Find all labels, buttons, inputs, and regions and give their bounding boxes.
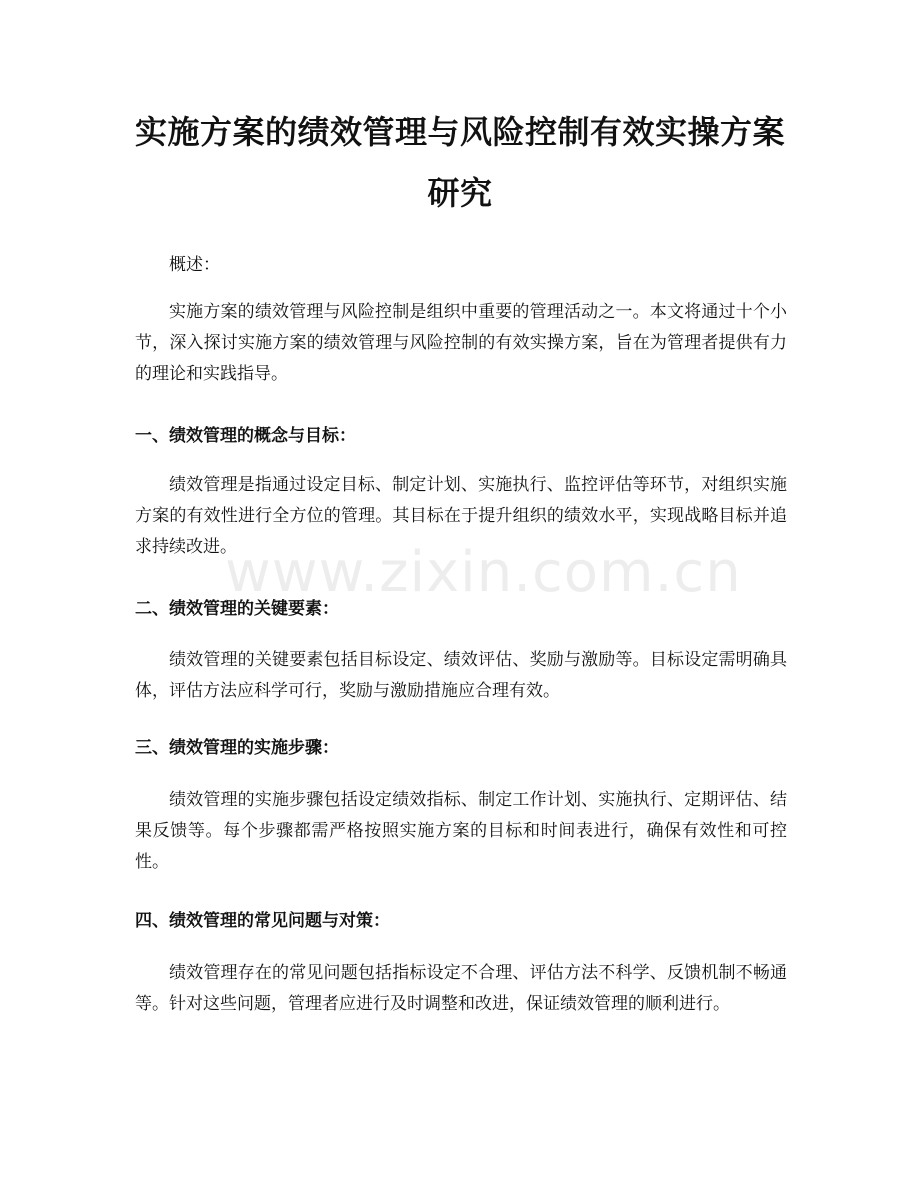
section-1-paragraph: 绩效管理是指通过设定目标、制定计划、实施执行、监控评估等环节，对组织实施方案的有效性进行全方位的管理。其目标在于提升组织的绩效水平，实现战略目标并追求持续改进。	[135, 475, 787, 557]
section-3-paragraph: 绩效管理的实施步骤包括设定绩效指标、制定工作计划、实施执行、定期评估、结果反馈等。每个步骤都需严格按照实施方案的目标和时间表进行，确保有效性和可控性。	[135, 790, 787, 872]
document-title: 实施方案的绩效管理与风险控制有效实操方案研究	[134, 113, 785, 212]
overview-paragraph: 实施方案的绩效管理与风险控制是组织中重要的管理活动之一。本文将通过十个小节，深入探讨实施方案的绩效管理与风险控制的有效实操方案，旨在为管理者提供有力的理论和实践指导。	[135, 302, 787, 384]
section-2-heading: 二、绩效管理的关键要素：	[135, 599, 339, 619]
watermark: www.zixin.com.cn	[225, 540, 742, 605]
overview-label: 概述：	[169, 255, 220, 275]
section-4-paragraph: 绩效管理存在的常见问题包括指标设定不合理、评估方法不科学、反馈机制不畅通等。针对这些问题，管理者应进行及时调整和改进，保证绩效管理的顺利进行。	[135, 963, 787, 1014]
section-1-heading: 一、绩效管理的概念与目标：	[135, 426, 356, 446]
section-2-paragraph: 绩效管理的关键要素包括目标设定、绩效评估、奖励与激励等。目标设定需明确具体，评估方法应科学可行，奖励与激励措施应合理有效。	[135, 650, 787, 701]
section-4-heading: 四、绩效管理的常见问题与对策：	[135, 911, 390, 931]
section-3-heading: 三、绩效管理的实施步骤：	[135, 738, 339, 758]
